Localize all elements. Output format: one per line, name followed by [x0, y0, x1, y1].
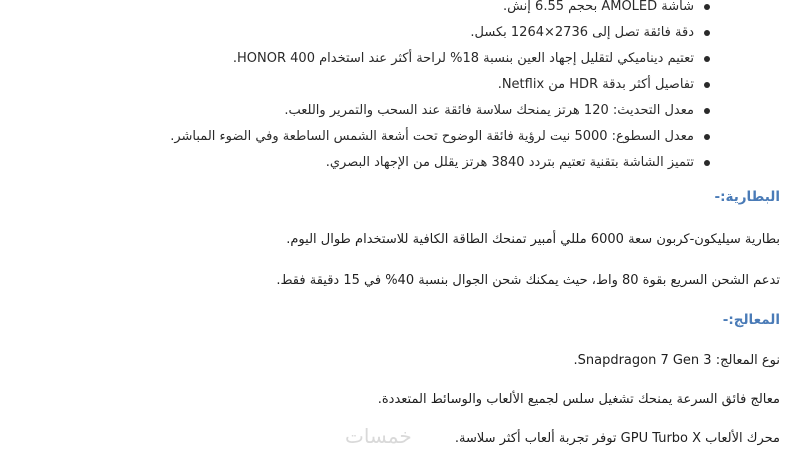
processor-paragraph-speed: معالج فائق السرعة يمنحك تشغيل سلس لجميع الألعاب والوسائط المتعددة. — [377, 392, 780, 407]
bullet-icon — [704, 160, 710, 166]
battery-paragraph-capacity: بطارية سيليكون-كربون سعة 6000 مللي أمبير تمنحك الطاقة الكافية للاستخدام طوال اليوم. — [286, 232, 780, 247]
processor-paragraph-gpu: محرك الألعاب GPU Turbo X توفر تجربة ألعاب أكثر سلاسة. — [454, 431, 780, 446]
list-item — [22, 46, 712, 72]
list-item-text: تتميز الشاشة بتقنية تعتيم بتردد 3840 هرتز يقلل من الإجهاد البصري. — [325, 155, 694, 170]
list-item — [22, 150, 712, 176]
bullet-icon — [704, 56, 710, 62]
list-item-text: معدل التحديث: 120 هرتز يمنحك سلاسة فائقة عند السحب والتمرير واللعب. — [284, 103, 694, 118]
bullet-icon — [704, 134, 710, 140]
watermark-logo: خمسات — [345, 424, 412, 448]
list-item-text: معدل السطوع: 5000 نيت لرؤية فائقة الوضوح تحت أشعة الشمس الساطعة وفي الضوء المباشر. — [170, 129, 694, 144]
bullet-icon — [704, 108, 710, 114]
bullet-icon — [704, 82, 710, 88]
bullet-icon — [704, 30, 710, 36]
list-item — [22, 98, 712, 124]
list-item — [22, 0, 712, 20]
list-item — [22, 124, 712, 150]
battery-paragraph-charging: تدعم الشحن السريع بقوة 80 واط، حيث يمكنك شحن الجوال بنسبة 40% في 15 دقيقة فقط. — [276, 273, 780, 288]
list-item-text: تعتيم ديناميكي لتقليل إجهاد العين بنسبة 18% لراحة أكثر عند استخدام HONOR 400. — [232, 51, 694, 66]
list-item-text: دقة فائقة تصل إلى 2736×1264 بكسل. — [470, 25, 694, 40]
list-item-text: شاشة AMOLED بحجم 6.55 إنش. — [502, 0, 694, 14]
processor-paragraph-type: نوع المعالج: Snapdragon 7 Gen 3. — [573, 353, 780, 368]
display-spec-list — [22, 0, 712, 176]
list-item-text: تفاصيل أكثر بدقة HDR من Netflix. — [497, 77, 694, 92]
list-item — [22, 20, 712, 46]
bullet-icon — [704, 4, 710, 10]
list-item — [22, 72, 712, 98]
battery-heading: البطارية:- — [714, 189, 780, 205]
processor-heading: المعالج:- — [722, 312, 780, 328]
